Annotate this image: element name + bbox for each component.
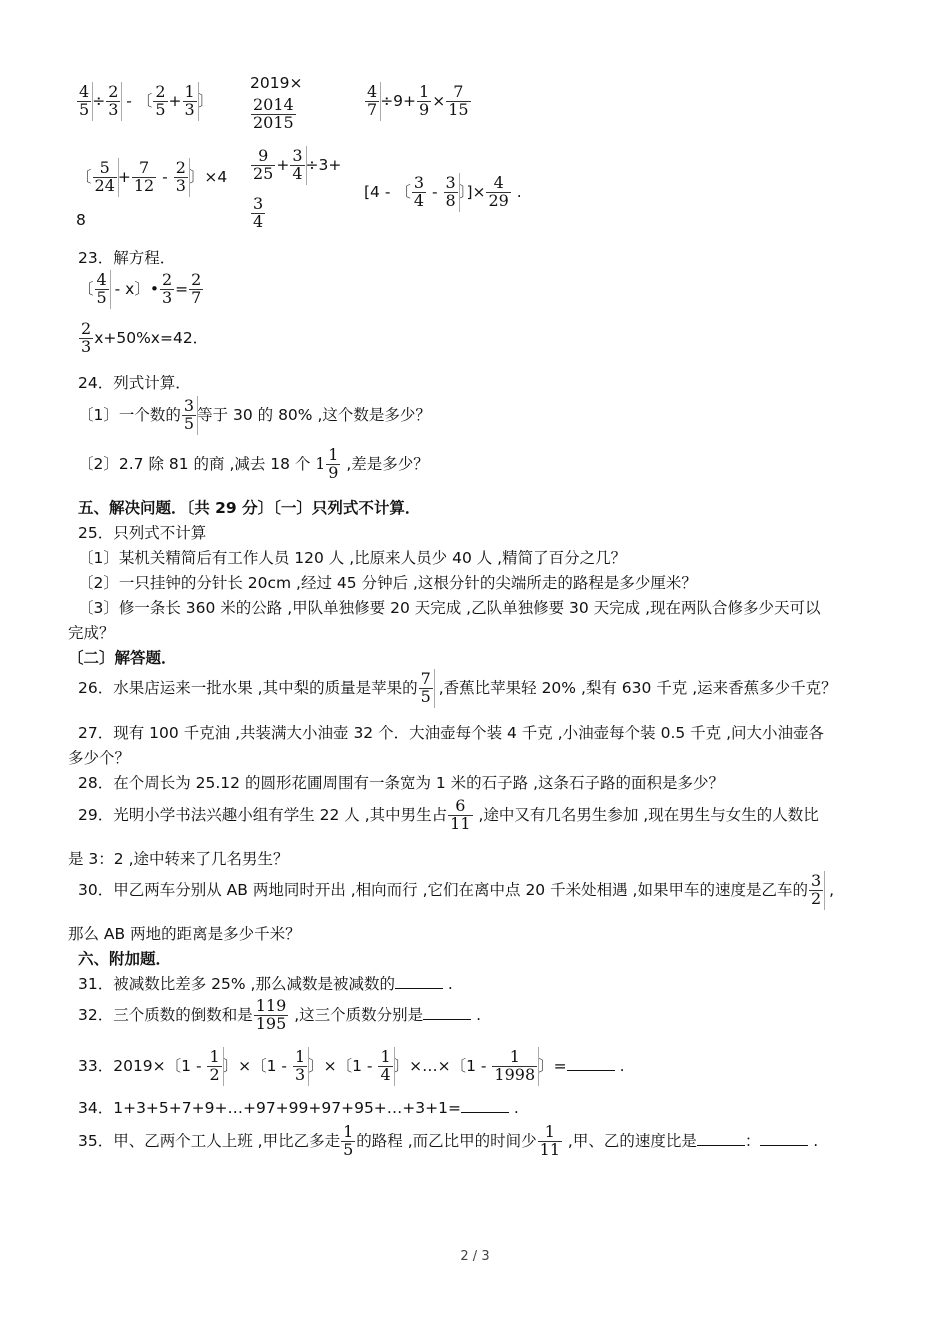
fraction: $\frac{4}{5}$ bbox=[96, 270, 107, 307]
sub-section-2: 〔二〕解答题． bbox=[68, 649, 177, 667]
fraction: $\frac{2}{3}$ bbox=[108, 82, 119, 119]
q26: 26．水果店运来一批水果 ,其中梨的质量是苹果的 $\frac{7}{5}$ ,香蕉比苹果轻 20% ,梨有 630 千克 ,运来香蕉多少千克？ bbox=[78, 669, 837, 706]
fraction: $\frac{1}{1998}$ bbox=[494, 1047, 536, 1084]
fraction: $\frac{7}{15}$ bbox=[448, 82, 469, 119]
q29: 29．光明小学书法兴趣小组有学生 22 人 ,其中男生占 $\frac{6}{11}$ ,途中又有几名男生参加 ,现在男生与女生的人数比 bbox=[78, 796, 819, 833]
q25-part3: 〔3〕修一条长 360 米的公路 ,甲队单独修要 20 天完成 ,乙队单独修要 30 天完成 ,现在两队合修多少天可以 bbox=[78, 599, 821, 617]
q23-title: 23．解方程． bbox=[78, 249, 176, 267]
fraction: $\frac{1}{3}$ bbox=[294, 1047, 306, 1084]
expr-4-wrap: 8 bbox=[76, 211, 86, 229]
q27: 27．现有 100 千克油 ,共装满大小油壶 32 个．大油壶每个装 4 千克 ,小油壶每个装 0.5 千克 ,问大小油壶各 bbox=[78, 724, 825, 742]
fraction: $\frac{4}{5}$ bbox=[79, 82, 90, 119]
fraction: $\frac{1}{11}$ bbox=[539, 1122, 560, 1159]
q25-part2: 〔2〕一只挂钟的分针长 20cm ,经过 45 分钟后 ,这根分针的尖端所走的路程是多少厘米？ bbox=[78, 574, 697, 592]
q25-part3-wrap: 完成？ bbox=[68, 624, 115, 642]
q24-part1: 〔1〕一个数的 $\frac{3}{5}$ 等于 30 的 80% ,这个数是多少？ bbox=[78, 396, 431, 433]
fraction: $\frac{3}{2}$ bbox=[810, 871, 822, 908]
q31: 31．被减数比差多 25% ,那么减数是被减数的 . bbox=[78, 975, 453, 993]
fraction: $\frac{9}{25}$ bbox=[253, 146, 274, 183]
q23-eq2: $\frac{2}{3}$ x+50%x=42． bbox=[81, 319, 209, 356]
q28: 28．在个周长为 25.12 的圆形花圃周围有一条宽为 1 米的石子路 ,这条石子路的面积是多少？ bbox=[78, 774, 725, 792]
expr-2-frac bbox=[250, 97, 297, 132]
fraction: $\frac{1}{9}$ bbox=[419, 82, 430, 119]
q30-wrap: 那么 AB 两地的距离是多少千米？ bbox=[68, 925, 301, 943]
answer-blank[interactable] bbox=[697, 1133, 745, 1146]
fraction: $\frac{1}{9}$ bbox=[328, 445, 339, 482]
answer-blank[interactable] bbox=[395, 976, 443, 989]
fraction: $\frac{1}{5}$ bbox=[343, 1122, 354, 1159]
fraction: $\frac{6}{11}$ bbox=[450, 796, 471, 833]
q32: 32．三个质数的倒数和是 $\frac{119}{195}$ ,这三个质数分别是 . bbox=[78, 996, 481, 1033]
fraction: $\frac{2}{7}$ bbox=[191, 270, 202, 307]
expr-3: $\frac{4}{7}$ ÷9+ $\frac{1}{9}$ × $\frac{7}{15}$ bbox=[367, 82, 469, 119]
fraction: $\frac{7}{5}$ bbox=[420, 669, 431, 706]
fraction: $\frac{1}{2}$ bbox=[209, 1047, 220, 1084]
expr-5: $\frac{9}{25}$ + $\frac{3}{4}$ ÷3+ bbox=[253, 146, 342, 183]
expr-5-wrap bbox=[250, 196, 266, 231]
fraction: $\frac{2014}{2015}$ bbox=[253, 95, 294, 132]
fraction: $\frac{2}{3}$ bbox=[81, 319, 92, 356]
fraction: $\frac{3}{4}$ bbox=[413, 173, 425, 210]
fraction: $\frac{5}{24}$ bbox=[94, 158, 115, 195]
answer-blank[interactable] bbox=[567, 1058, 615, 1071]
q29-wrap: 是 3：2 ,途中转来了几名男生？ bbox=[68, 850, 289, 868]
answer-blank[interactable] bbox=[760, 1133, 808, 1146]
q35: 35．甲、乙两个工人上班 ,甲比乙多走 $\frac{1}{5}$ 的路程 ,而乙比甲的时间少 $\frac{1}{11}$ ,甲、乙的速度比是 ： . bbox=[78, 1122, 819, 1159]
fraction: $\frac{2}{3}$ bbox=[175, 158, 186, 195]
page-number: 2 / 3 bbox=[460, 1249, 490, 1264]
q25-title: 25．只列式不计算 bbox=[78, 524, 207, 542]
q27-wrap: 多少个？ bbox=[68, 749, 131, 767]
fraction: $\frac{2}{5}$ bbox=[155, 82, 166, 119]
fraction: $\frac{1}{4}$ bbox=[380, 1047, 391, 1084]
expr-2-top: 2019× bbox=[250, 74, 303, 92]
q33: 33．2019×〔1 - $\frac{1}{2}$ 〕×〔1 - $\frac{1}{3}$ 〕×〔1 - $\frac{1}{4}$ 〕×…×〔1 - $\frac{1}{1998}$ 〕= . bbox=[78, 1047, 625, 1084]
fraction: $\frac{4}{29}$ bbox=[488, 173, 509, 210]
expr-4: 〔 $\frac{5}{24}$ + $\frac{7}{12}$ - $\frac{2}{3}$ 〕×4 bbox=[76, 158, 228, 195]
q25-part1: 〔1〕某机关精简后有工作人员 120 人 ,比原来人员少 40 人 ,精简了百分之几？ bbox=[78, 549, 627, 567]
fraction: $\frac{7}{12}$ bbox=[133, 158, 155, 195]
fraction: $\frac{3}{4}$ bbox=[253, 194, 264, 231]
expr-6: [4 - 〔 $\frac{3}{4}$ - $\frac{3}{8}$ 〕]× $\frac{4}{29}$ . bbox=[364, 173, 522, 210]
section-6-title: 六、附加题． bbox=[78, 950, 172, 968]
answer-blank[interactable] bbox=[461, 1100, 509, 1113]
answer-blank[interactable] bbox=[423, 1007, 471, 1020]
fraction: $\frac{3}{5}$ bbox=[183, 396, 195, 433]
q24-title: 24．列式计算． bbox=[78, 374, 191, 392]
q24-part2: 〔2〕2.7 除 81 的商 ,减去 18 个 1 $\frac{1}{9}$ ,差是多少？ bbox=[78, 445, 429, 482]
q23-eq1: 〔 $\frac{4}{5}$ - x〕• $\frac{2}{3}$ = $\frac{2}{7}$ bbox=[78, 270, 202, 307]
section-5-title: 五、解决问题．〔共 29 分〕〔一〕只列式不计算． bbox=[78, 499, 421, 517]
q34: 34．1+3+5+7+9+…+97+99+97+95+…+3+1= . bbox=[78, 1099, 519, 1117]
q30: 30．甲乙两车分别从 AB 两地同时开出 ,相向而行 ,它们在离中点 20 千米处相遇 ,如果甲车的速度是乙车的 $\frac{3}{2}$ , bbox=[78, 871, 835, 908]
fraction: $\frac{4}{7}$ bbox=[367, 82, 378, 119]
fraction: $\frac{119}{195}$ bbox=[255, 996, 287, 1033]
fraction: $\frac{1}{3}$ bbox=[184, 82, 195, 119]
fraction: $\frac{3}{8}$ bbox=[445, 173, 456, 210]
fraction: $\frac{3}{4}$ bbox=[292, 146, 303, 183]
fraction: $\frac{2}{3}$ bbox=[161, 270, 173, 307]
expr-1: $\frac{4}{5}$ ÷ $\frac{2}{3}$ - 〔 $\frac{2}{5}$ + $\frac{1}{3}$ 〕 bbox=[79, 82, 214, 119]
